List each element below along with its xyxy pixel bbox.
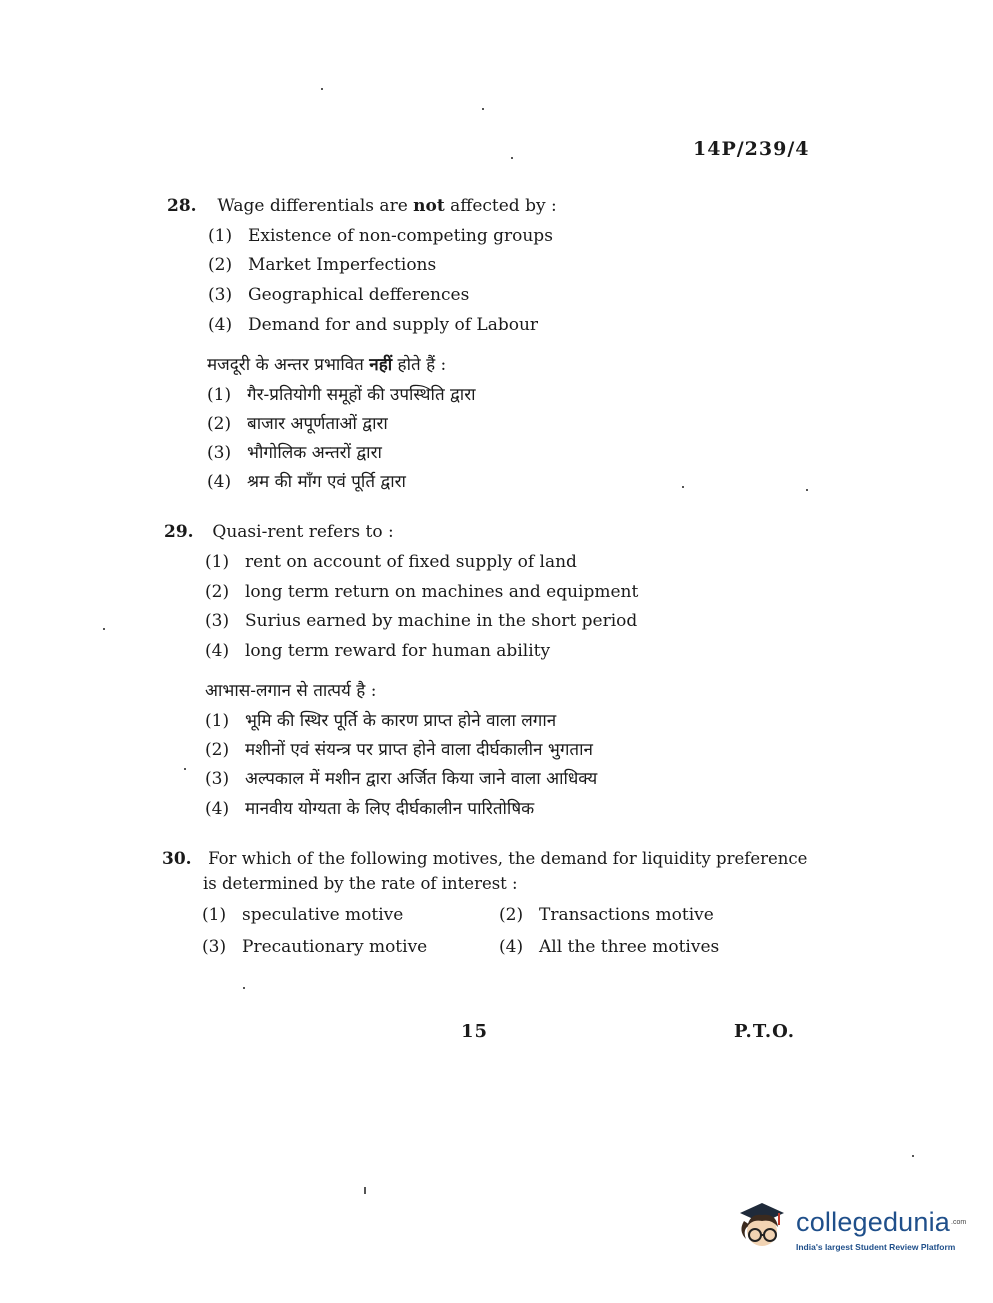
question-30-stem-line2: is determined by the rate of interest :: [203, 874, 518, 893]
q30-option-3: (3) Precautionary motive: [202, 937, 428, 957]
q28-hindi-option-4: (4) श्रम की माँग एवं पूर्ति द्वारा: [207, 472, 406, 492]
watermark-tagline: India's largest Student Review Platform: [796, 1242, 956, 1252]
q28-hindi-option-1: (1) गैर-प्रतियोगी समूहों की उपस्थिति द्वारा: [207, 385, 476, 405]
scan-speck: [321, 88, 323, 90]
pto-label: P.T.O.: [734, 1021, 796, 1042]
q29-hindi-option-4: (4) मानवीय योग्यता के लिए दीर्घकालीन पारितोषिक: [205, 799, 535, 819]
scan-speck: [511, 157, 513, 159]
scan-speck: [103, 628, 105, 630]
stem-text-end: affected by :: [444, 196, 557, 216]
question-29-stem: 29. Quasi-rent refers to :: [164, 522, 394, 542]
scan-speck: [243, 987, 245, 989]
q29-hindi-option-1: (1) भूमि की स्थिर पूर्ति के कारण प्राप्त होने वाला लगान: [205, 711, 557, 731]
q30-option-4: (4) All the three motives: [499, 937, 720, 957]
q30-option-2: (2) Transactions motive: [499, 905, 714, 925]
q30-option-1: (1) speculative motive: [202, 905, 404, 925]
q28-hindi-stem: मजदूरी के अन्तर प्रभावित नहीं होते हैं :: [207, 355, 447, 375]
q28-option-3: (3) Geographical defferences: [208, 285, 470, 305]
question-28-stem: [167, 196, 557, 216]
watermark-brand: collegedunia: [796, 1207, 951, 1237]
q28-option-1: (1) Existence of non-competing groups: [208, 226, 553, 246]
stem-emphasis: not: [413, 196, 445, 216]
question-number: 28.: [167, 196, 197, 216]
stem-text: Wage differentials are: [217, 196, 414, 216]
q29-hindi-option-3: (3) अल्पकाल में मशीन द्वारा अर्जित किया जाने वाला आधिक्य: [205, 769, 598, 789]
page-number: 15: [461, 1021, 489, 1042]
q29-hindi-option-2: (2) मशीनों एवं संयन्त्र पर प्राप्त होने वाला दीर्घकालीन भुगतान: [205, 740, 593, 760]
watermark-suffix: .com: [951, 1219, 967, 1226]
q29-hindi-stem: आभास-लगान से तात्पर्य है :: [205, 681, 377, 701]
question-30-stem: 30. For which of the following motives, the demand for liquidity preference: [162, 849, 808, 869]
q28-hindi-option-2: (2) बाजार अपूर्णताओं द्वारा: [207, 414, 388, 434]
q29-option-4: (4) long term reward for human ability: [205, 641, 551, 661]
q29-option-2: (2) long term return on machines and equipment: [205, 582, 639, 602]
question-number: 30.: [162, 849, 192, 869]
scan-speck: [184, 768, 186, 770]
scan-speck: [806, 489, 808, 491]
question-number: 29.: [164, 522, 194, 542]
scan-speck: [912, 1155, 914, 1157]
q29-option-1: (1) rent on account of fixed supply of land: [205, 552, 577, 572]
paper-code: 14P/239/4: [693, 138, 810, 160]
q28-hindi-option-3: (3) भौगोलिक अन्तरों द्वारा: [207, 443, 382, 463]
scan-speck: [364, 1187, 366, 1194]
q28-option-2: (2) Market Imperfections: [208, 255, 437, 275]
q29-option-3: (3) Surius earned by machine in the short period: [205, 611, 638, 631]
q28-option-4: (4) Demand for and supply of Labour: [208, 315, 539, 335]
scan-speck: [682, 486, 684, 488]
scan-speck: [482, 108, 484, 110]
